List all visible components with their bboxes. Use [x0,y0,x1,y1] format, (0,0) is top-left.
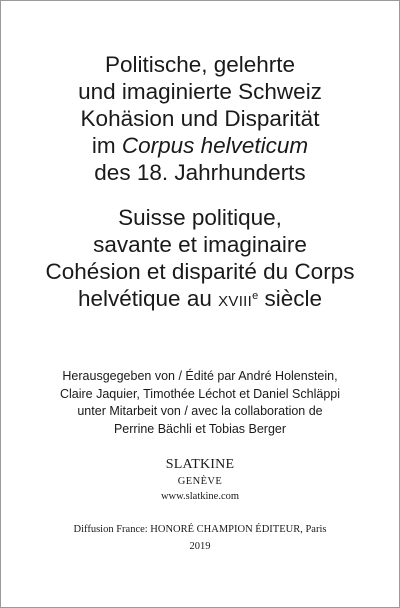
french-title-line-4-suffix: siècle [258,286,323,311]
editors-block [1,368,399,438]
french-title-line-4-prefix: helvétique au [77,286,219,311]
publisher-city: GENÈVE [177,476,223,487]
german-title-line-4-prefix: im [91,133,122,158]
publication-year: 2019 [189,541,211,552]
editors-line-2: Claire Jaquier, Timothée Léchot et Daniel Schläppi [59,386,341,401]
publisher-url: www.slatkine.com [160,491,240,502]
german-title-italic-phrase: Corpus helveticum [121,133,309,158]
german-title-line-1: Politische, gelehrte [104,52,296,77]
german-title-line-5: des 18. Jahrhunderts [94,160,306,185]
german-title-line-4 [1,132,399,159]
french-title-line-2: savante et imaginaire [93,232,307,257]
publisher-block [1,456,399,504]
french-title-line-4 [1,285,399,315]
french-title [1,204,399,315]
editors-line-1: Herausgegeben von / Édité par André Holenstein, [62,369,338,383]
editors-line-4: Perrine Bächli et Tobias Berger [113,421,287,436]
german-title [1,51,399,186]
century-superscript: e [252,290,259,302]
century-numeral: XVIII [218,293,253,310]
german-title-line-2: und imaginierte Schweiz [78,79,322,104]
french-title-line-3: Cohésion et disparité du Corps [45,259,355,284]
distribution-line: Diffusion France: HONORÉ CHAMPION ÉDITEUR, Paris [73,524,327,535]
french-title-line-1: Suisse politique, [118,205,282,230]
publisher-name: SLATKINE [165,457,235,472]
german-title-line-3: Kohäsion und Disparität [80,106,320,131]
editors-line-3: unter Mitarbeit von / avec la collaboration de [77,404,323,418]
